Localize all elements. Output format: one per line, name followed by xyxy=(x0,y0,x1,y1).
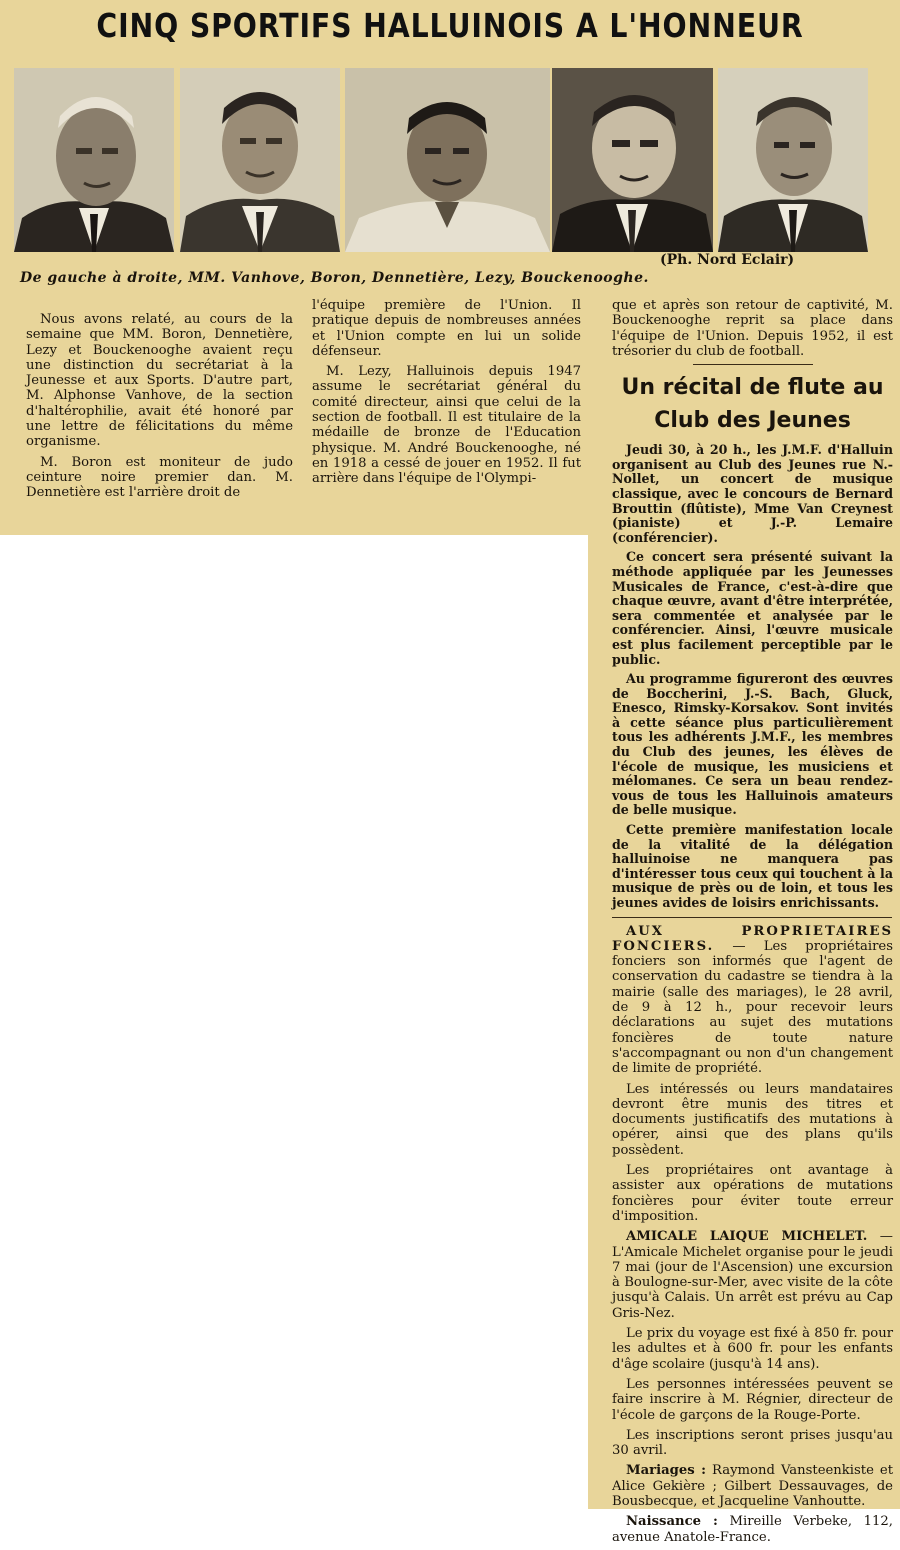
portrait-photo-bouckenooghe xyxy=(718,68,868,252)
article-paragraph: que et après son retour de captivité, M. Bouckenooghe reprit sa place dans l'équipe de l'Union. Depuis 1952, il est trésorier du club de football. xyxy=(612,298,893,359)
article-column-1 xyxy=(26,312,293,506)
article-paragraph: M. Boron est moniteur de judo ceinture noire premier dan. M. Dennetière est l'arrière droit de xyxy=(26,454,293,501)
section-divider xyxy=(693,364,813,365)
article-column-3 xyxy=(612,298,893,1550)
proprietaires-heading: AUX PROPRIETAIRES FONCIERS. xyxy=(612,923,893,954)
proprietaires-lead xyxy=(612,924,893,1077)
amicale-paragraph: Le prix du voyage est fixé à 850 fr. pour les adultes et à 600 fr. pour les enfants d'âge scolaire (jusqu'à 14 ans). xyxy=(612,1326,893,1372)
mariages-entry xyxy=(612,1463,893,1509)
naissance-text: Mireille Verbeke, 112, avenue Anatole-France. xyxy=(612,1514,893,1545)
recital-paragraph: Jeudi 30, à 20 h., les J.M.F. d'Halluin organisent au Club des Jeunes rue N.-Nollet, un concert de musique classique, avec le concours de Bernard Brouttin (flûtiste), Mme Van Creynest (pianiste) et J.-P. Lemaire (conférencier). xyxy=(612,442,893,545)
amicale-lead-text: — L'Amicale Michelet organise pour le jeudi 7 mai (jour de l'Ascension) une excursion à Boulogne-sur-Mer, avec visite de la côte jusqu'à Calais. Un arrêt est prévu au Cap Gris-Nez. xyxy=(612,1229,893,1321)
article-column-2 xyxy=(312,298,581,492)
portrait-photo-boron xyxy=(180,68,340,252)
proprietaires-paragraph: Les propriétaires ont avantage à assister aux opérations de mutations foncières pour éviter toute erreur d'imposition. xyxy=(612,1163,893,1224)
photo-caption: De gauche à droite, MM. Vanhove, Boron, Dennetière, Lezy, Bouckenooghe. xyxy=(20,270,649,286)
section-divider xyxy=(612,917,892,918)
recital-paragraph: Au programme figureront des œuvres de Boccherini, J.-S. Bach, Gluck, Enesco, Rimsky-Korsakov. Sont invités à cette séance plus particulièrement tous les adhérents J.M.F., les membres du Club des jeunes, les élèves de l'école de musique, les musiciens et mélomanes. Ce sera un beau rendez-vous de tous les Halluinois amateurs de belle musique. xyxy=(612,671,893,818)
mariages-label: Mariages : xyxy=(626,1463,706,1479)
naissance-entry xyxy=(612,1514,893,1545)
amicale-paragraph: Les inscriptions seront prises jusqu'au 30 avril. xyxy=(612,1427,893,1459)
recital-paragraph: Ce concert sera présenté suivant la méthode appliquée par les Jeunesses Musicales de France, c'est-à-dire que chaque œuvre, avant d'être interprétée, sera commentée et analysée par le conférencier. Ainsi, l'œuvre musicale est plus facilement perceptible par le public. xyxy=(612,549,893,667)
recital-title: Un récital de flute au Club des Jeunes xyxy=(621,375,884,434)
article-paragraph: Nous avons relaté, au cours de la semaine que MM. Boron, Dennetière, Lezy et Bouckenooghe avaient reçu une distinction du secrétariat à la Jeunesse et aux Sports. D'autre part, M. Alphonse Vanhove, de la section d'haltérophilie, avait été honoré par une lettre de félicitations du même organisme. xyxy=(26,312,293,450)
proprietaires-lead-text: — Les propriétaires fonciers son informés que l'agent de conservation du cadastre se tiendra à la mairie (salle des mariages), le 28 avril, de 9 à 12 h., pour recevoir leurs déclarations au sujet des mutations foncières de toute nature s'accompagnant ou non d'un changement de limite de propriété. xyxy=(612,938,893,1077)
mariages-text: Raymond Vansteenkiste et Alice Gekière ; Gilbert Dessauvages, de Bousbecque, et Jacqueline Vanhoutte. xyxy=(612,1463,894,1509)
amicale-paragraph: Les personnes intéressées peuvent se faire inscrire à M. Régnier, directeur de l'école de garçons de la Rouge-Porte. xyxy=(612,1376,893,1423)
amicale-lead xyxy=(612,1229,893,1321)
naissance-label: Naissance : xyxy=(626,1514,718,1530)
photo-credit: (Ph. Nord Eclair) xyxy=(660,252,795,268)
recital-article xyxy=(612,443,893,910)
recital-paragraph: Cette première manifestation locale de la vitalité de la délégation halluinoise ne manquera pas d'intéresser tous ceux qui touchent à la musique de près ou de loin, et tous les jeunes avides de loisirs enrichissants. xyxy=(612,822,893,910)
portrait-photo-dennetiere xyxy=(345,68,550,252)
portrait-photo-lezy xyxy=(552,68,713,252)
amicale-heading: AMICALE LAIQUE MICHELET. xyxy=(626,1229,868,1245)
article-paragraph: M. Lezy, Halluinois depuis 1947 assume le secrétariat général du comité directeur, ainsi que celui de la section de football. Il est titulaire de la médaille de bronze de l'Education physique. M. André Bouckenooghe, né en 1918 a cessé de jouer en 1952. Il fut arrière dans l'équipe de l'Olympi- xyxy=(312,364,581,487)
headline: CINQ SPORTIFS HALLUINOIS A L'HONNEUR xyxy=(96,6,804,45)
portrait-photo-vanhove xyxy=(14,68,174,252)
article-paragraph: l'équipe première de l'Union. Il pratique depuis de nombreuses années et l'Union compte en lui un solide défenseur. xyxy=(312,298,581,359)
proprietaires-paragraph: Les intéressés ou leurs mandataires devront être munis des titres et documents justificatifs des mutations à opérer, ainsi que des plans qu'ils possèdent. xyxy=(612,1081,893,1158)
